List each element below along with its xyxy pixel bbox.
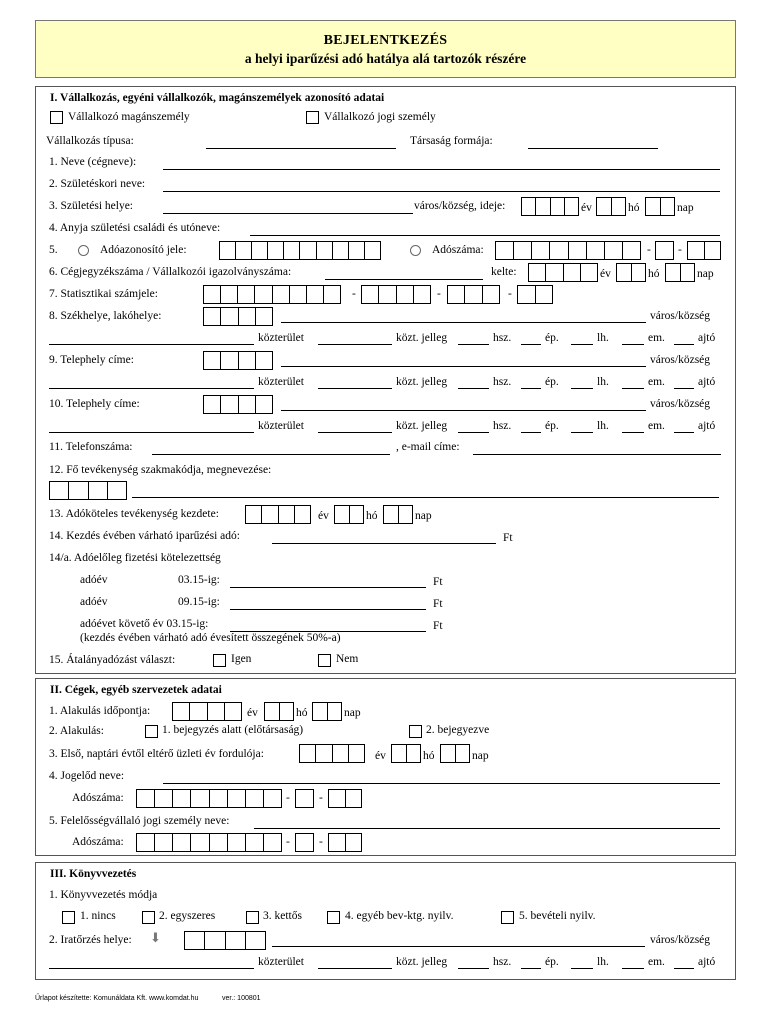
dash: - bbox=[319, 836, 323, 848]
predecessor-tax-label: Adószáma: bbox=[72, 792, 124, 804]
seat-building-field[interactable] bbox=[521, 344, 541, 345]
year-label: év bbox=[318, 510, 329, 522]
reg-number-field[interactable] bbox=[325, 279, 483, 280]
dash: - bbox=[678, 244, 682, 256]
site-2-stair-field[interactable] bbox=[571, 432, 593, 433]
advance-1-field[interactable] bbox=[230, 587, 426, 588]
city-label: város/község bbox=[650, 310, 711, 322]
business-type-field[interactable] bbox=[206, 148, 396, 149]
yes-label: Igen bbox=[231, 653, 252, 665]
floor-label: em. bbox=[648, 332, 665, 344]
records-type-field[interactable] bbox=[318, 968, 392, 969]
founding-month-boxes[interactable] bbox=[264, 702, 294, 721]
site-2-door-field[interactable] bbox=[674, 432, 694, 433]
bookkeeping-single-checkbox[interactable] bbox=[142, 911, 155, 924]
site-1-floor-field[interactable] bbox=[622, 388, 644, 389]
door-label: ajtó bbox=[698, 956, 716, 968]
tax-id-radio[interactable] bbox=[78, 245, 89, 256]
month-label: hó bbox=[648, 268, 660, 280]
reg-month-boxes[interactable] bbox=[616, 263, 646, 282]
flat-rate-yes-checkbox[interactable] bbox=[213, 654, 226, 667]
street-type-label: közt. jelleg bbox=[396, 332, 448, 344]
site-1-stair-field[interactable] bbox=[571, 388, 593, 389]
down-arrow-icon[interactable]: ⬇ bbox=[150, 931, 161, 946]
founding-day-boxes[interactable] bbox=[312, 702, 342, 721]
expected-tax-field[interactable] bbox=[272, 543, 496, 544]
email-label: , e-mail címe: bbox=[396, 441, 460, 453]
activity-label: 12. Fő tevékenység szakmakódja, megnevezése: bbox=[49, 464, 272, 476]
bookkeeping-income-label: 5. bevételi nyilv. bbox=[519, 910, 596, 922]
site-2-zip-boxes[interactable] bbox=[203, 395, 273, 414]
reg-day-boxes[interactable] bbox=[665, 263, 695, 282]
site-1-label: 9. Telephely címe: bbox=[49, 354, 134, 366]
birth-place-label: 3. Születési helye: bbox=[49, 200, 133, 212]
section-2-title: II. Cégek, egyéb szervezetek adatai bbox=[50, 684, 222, 696]
dash: - bbox=[286, 836, 290, 848]
footer-credit: Űrlapot készítette: Komunáldata Kft. www.komdat.hu bbox=[35, 995, 199, 1002]
email-field[interactable] bbox=[473, 454, 721, 455]
records-number-field[interactable] bbox=[458, 968, 489, 969]
street-type-label: közt. jelleg bbox=[396, 376, 448, 388]
bookkeeping-double-label: 3. kettős bbox=[263, 910, 302, 922]
tax-year-label: adóév bbox=[80, 596, 108, 608]
year-label: év bbox=[375, 750, 386, 762]
stat-number-boxes-2[interactable] bbox=[361, 285, 431, 304]
stat-number-label: 7. Statisztikai számjele: bbox=[49, 288, 158, 300]
founding-date-label: 1. Alakulás időpontja: bbox=[49, 705, 151, 717]
city-label: város/község bbox=[650, 354, 711, 366]
private-person-label: Vállalkozó magánszemély bbox=[68, 111, 190, 123]
next-year-label: adóévet követő év 03.15-ig: bbox=[80, 618, 209, 630]
records-door-field[interactable] bbox=[674, 968, 694, 969]
records-zip-boxes[interactable] bbox=[184, 931, 266, 950]
dash: - bbox=[508, 288, 512, 300]
expected-tax-label: 14. Kezdés évében várható iparűzési adó: bbox=[49, 530, 240, 542]
predecessor-tax-boxes-2[interactable] bbox=[295, 789, 314, 808]
year-label: év bbox=[581, 202, 592, 214]
liable-tax-boxes-2[interactable] bbox=[295, 833, 314, 852]
bookkeeping-income-checkbox[interactable] bbox=[501, 911, 514, 924]
stat-number-boxes-1[interactable] bbox=[203, 285, 341, 304]
house-number-label: hsz. bbox=[493, 420, 512, 432]
seat-number-field[interactable] bbox=[458, 344, 489, 345]
seat-label: 8. Székhelye, lakóhelye: bbox=[49, 310, 162, 322]
site-1-building-field[interactable] bbox=[521, 388, 541, 389]
birth-name-label: 2. Születéskori neve: bbox=[49, 178, 146, 190]
start-year-boxes[interactable] bbox=[245, 505, 311, 524]
dash: - bbox=[647, 244, 651, 256]
street-type-label: közt. jelleg bbox=[396, 956, 448, 968]
liable-entity-label: 5. Felelősségvállaló jogi személy neve: bbox=[49, 815, 230, 827]
seat-city-field[interactable] bbox=[281, 322, 646, 323]
bookkeeping-double-checkbox[interactable] bbox=[246, 911, 259, 924]
deadline-2-label: 09.15-ig: bbox=[178, 596, 220, 608]
floor-label: em. bbox=[648, 376, 665, 388]
tax-id-boxes[interactable] bbox=[219, 241, 381, 260]
footer-version: ver.: 100801 bbox=[222, 995, 261, 1002]
month-label: hó bbox=[296, 707, 308, 719]
seat-type-field[interactable] bbox=[318, 344, 392, 345]
ft-label: Ft bbox=[433, 598, 443, 610]
street-label: közterület bbox=[258, 956, 304, 968]
liable-entity-field[interactable] bbox=[254, 828, 720, 829]
name-field[interactable] bbox=[163, 169, 720, 170]
day-label: nap bbox=[344, 707, 361, 719]
stat-number-boxes-3[interactable] bbox=[447, 285, 500, 304]
row-5-label: 5. bbox=[49, 244, 58, 256]
year-label: év bbox=[247, 707, 258, 719]
founding-label: 2. Alakulás: bbox=[49, 725, 104, 737]
stair-label: lh. bbox=[597, 376, 609, 388]
liable-tax-label: Adószáma: bbox=[72, 836, 124, 848]
seat-door-field[interactable] bbox=[674, 344, 694, 345]
site-1-door-field[interactable] bbox=[674, 388, 694, 389]
reg-date-label: kelte: bbox=[491, 266, 517, 278]
flat-rate-no-checkbox[interactable] bbox=[318, 654, 331, 667]
form-subtitle: a helyi iparűzési adó hatálya alá tartozók részére bbox=[244, 51, 527, 66]
advance-2-field[interactable] bbox=[230, 609, 426, 610]
liable-tax-boxes-3[interactable] bbox=[328, 833, 362, 852]
records-stair-field[interactable] bbox=[571, 968, 593, 969]
bookkeeping-none-checkbox[interactable] bbox=[62, 911, 75, 924]
records-place-label: 2. Iratőrzés helye: bbox=[49, 934, 132, 946]
pre-company-label: 1. bejegyzés alatt (előtársaság) bbox=[162, 724, 304, 736]
day-label: nap bbox=[697, 268, 714, 280]
predecessor-label: 4. Jogelőd neve: bbox=[49, 770, 125, 782]
records-floor-field[interactable] bbox=[622, 968, 644, 969]
door-label: ajtó bbox=[698, 332, 716, 344]
section-1 bbox=[35, 86, 736, 674]
start-label: 13. Adóköteles tevékenység kezdete: bbox=[49, 508, 219, 520]
reg-number-label: 6. Cégjegyzékszáma / Vállalkozói igazolványszáma: bbox=[49, 266, 292, 278]
dash: - bbox=[352, 288, 356, 300]
building-label: ép. bbox=[545, 332, 559, 344]
site-2-floor-field[interactable] bbox=[622, 432, 644, 433]
flat-rate-label: 15. Átalányadózást választ: bbox=[49, 654, 176, 666]
section-1-title: I. Vállalkozás, egyéni vállalkozók, magánszemélyek azonosító adatai bbox=[50, 92, 385, 104]
bookkeeping-other-checkbox[interactable] bbox=[327, 911, 340, 924]
name-label: 1. Neve (cégneve): bbox=[49, 156, 137, 168]
ft-label: Ft bbox=[503, 532, 513, 544]
form-header bbox=[35, 20, 736, 78]
records-city-field[interactable] bbox=[272, 946, 645, 947]
month-label: hó bbox=[423, 750, 435, 762]
registered-label: 2. bejegyezve bbox=[426, 724, 490, 736]
site-1-street-field[interactable] bbox=[49, 388, 254, 389]
stair-label: lh. bbox=[597, 420, 609, 432]
advance-note: (kezdés évében várható adó évesített összegének 50%-a) bbox=[80, 632, 341, 644]
building-label: ép. bbox=[545, 420, 559, 432]
stat-number-boxes-4[interactable] bbox=[517, 285, 553, 304]
birth-name-field[interactable] bbox=[163, 191, 720, 192]
mother-name-label: 4. Anyja születési családi és utóneve: bbox=[49, 222, 221, 234]
street-label: közterület bbox=[258, 420, 304, 432]
records-building-field[interactable] bbox=[521, 968, 541, 969]
predecessor-tax-boxes-3[interactable] bbox=[328, 789, 362, 808]
phone-label: 11. Telefonszáma: bbox=[49, 441, 133, 453]
house-number-label: hsz. bbox=[493, 332, 512, 344]
dash: - bbox=[437, 288, 441, 300]
tax-year-label: adóév bbox=[80, 574, 108, 586]
dash: - bbox=[286, 792, 290, 804]
floor-label: em. bbox=[648, 420, 665, 432]
bookkeeping-label: 1. Könyvvezetés módja bbox=[49, 889, 158, 901]
day-label: nap bbox=[677, 202, 694, 214]
site-2-city-field[interactable] bbox=[281, 410, 646, 411]
birth-place-field[interactable] bbox=[163, 213, 413, 214]
site-1-city-field[interactable] bbox=[281, 366, 646, 367]
site-2-type-field[interactable] bbox=[318, 432, 392, 433]
deadline-1-label: 03.15-ig: bbox=[178, 574, 220, 586]
site-1-type-field[interactable] bbox=[318, 388, 392, 389]
month-label: hó bbox=[366, 510, 378, 522]
year-label: év bbox=[600, 268, 611, 280]
day-label: nap bbox=[472, 750, 489, 762]
bookkeeping-none-label: 1. nincs bbox=[80, 910, 116, 922]
tax-id-label: Adóazonosító jele: bbox=[100, 244, 187, 256]
seat-street-field[interactable] bbox=[49, 344, 254, 345]
month-label: hó bbox=[628, 202, 640, 214]
start-month-boxes[interactable] bbox=[334, 505, 364, 524]
tax-number-boxes-1[interactable] bbox=[495, 241, 641, 260]
registered-checkbox[interactable] bbox=[409, 725, 422, 738]
liable-tax-boxes-1[interactable] bbox=[136, 833, 282, 852]
birth-year-boxes[interactable] bbox=[521, 197, 579, 216]
birth-day-boxes[interactable] bbox=[645, 197, 675, 216]
company-form-field[interactable] bbox=[528, 148, 658, 149]
fiscal-month-boxes[interactable] bbox=[391, 744, 421, 763]
site-2-building-field[interactable] bbox=[521, 432, 541, 433]
street-label: közterület bbox=[258, 376, 304, 388]
door-label: ajtó bbox=[698, 376, 716, 388]
stair-label: lh. bbox=[597, 332, 609, 344]
start-day-boxes[interactable] bbox=[383, 505, 413, 524]
site-2-street-field[interactable] bbox=[49, 432, 254, 433]
reg-year-boxes[interactable] bbox=[528, 263, 598, 282]
bookkeeping-other-label: 4. egyéb bev-ktg. nyilv. bbox=[345, 910, 454, 922]
section-3-title: III. Könyvvezetés bbox=[50, 868, 137, 880]
advance-label: 14/a. Adóelőleg fizetési kötelezettség bbox=[49, 552, 221, 564]
birth-month-boxes[interactable] bbox=[596, 197, 626, 216]
street-label: közterület bbox=[258, 332, 304, 344]
house-number-label: hsz. bbox=[493, 376, 512, 388]
phone-field[interactable] bbox=[152, 454, 390, 455]
seat-floor-field[interactable] bbox=[622, 344, 644, 345]
day-label: nap bbox=[415, 510, 432, 522]
dash: - bbox=[319, 792, 323, 804]
tax-number-boxes-2[interactable] bbox=[655, 241, 674, 260]
legal-person-checkbox[interactable] bbox=[306, 111, 319, 124]
ft-label: Ft bbox=[433, 620, 443, 632]
city-label: város/község bbox=[650, 934, 711, 946]
site-2-number-field[interactable] bbox=[458, 432, 489, 433]
tax-number-label: Adószáma: bbox=[432, 244, 484, 256]
fiscal-day-boxes[interactable] bbox=[440, 744, 470, 763]
street-type-label: közt. jelleg bbox=[396, 420, 448, 432]
bookkeeping-single-label: 2. egyszeres bbox=[159, 910, 216, 922]
activity-name-field[interactable] bbox=[132, 497, 719, 498]
records-street-field[interactable] bbox=[49, 968, 254, 969]
site-2-label: 10. Telephely címe: bbox=[49, 398, 140, 410]
predecessor-tax-boxes-1[interactable] bbox=[136, 789, 282, 808]
fiscal-year-label: 3. Első, naptári évtől eltérő üzleti év fordulója: bbox=[49, 748, 264, 760]
city-label: város/község bbox=[650, 398, 711, 410]
stair-label: lh. bbox=[597, 956, 609, 968]
ft-label: Ft bbox=[433, 576, 443, 588]
door-label: ajtó bbox=[698, 420, 716, 432]
building-label: ép. bbox=[545, 956, 559, 968]
predecessor-field[interactable] bbox=[163, 783, 720, 784]
tax-number-boxes-3[interactable] bbox=[687, 241, 721, 260]
birth-date-label: város/község, ideje: bbox=[414, 200, 506, 212]
fiscal-year-boxes[interactable] bbox=[299, 744, 365, 763]
mother-name-field[interactable] bbox=[250, 235, 720, 236]
building-label: ép. bbox=[545, 376, 559, 388]
pre-company-checkbox[interactable] bbox=[145, 725, 158, 738]
floor-label: em. bbox=[648, 956, 665, 968]
legal-person-label: Vállalkozó jogi személy bbox=[324, 111, 436, 123]
company-form-label: Társaság formája: bbox=[410, 135, 493, 147]
seat-zip-boxes[interactable] bbox=[203, 307, 273, 326]
tax-number-radio[interactable] bbox=[410, 245, 421, 256]
seat-stair-field[interactable] bbox=[571, 344, 593, 345]
house-number-label: hsz. bbox=[493, 956, 512, 968]
private-person-checkbox[interactable] bbox=[50, 111, 63, 124]
activity-code-boxes[interactable] bbox=[49, 481, 127, 500]
site-1-zip-boxes[interactable] bbox=[203, 351, 273, 370]
founding-year-boxes[interactable] bbox=[172, 702, 242, 721]
no-label: Nem bbox=[336, 653, 359, 665]
site-1-number-field[interactable] bbox=[458, 388, 489, 389]
business-type-label: Vállalkozás típusa: bbox=[46, 135, 134, 147]
form-title: BEJELENTKEZÉS bbox=[323, 33, 448, 48]
